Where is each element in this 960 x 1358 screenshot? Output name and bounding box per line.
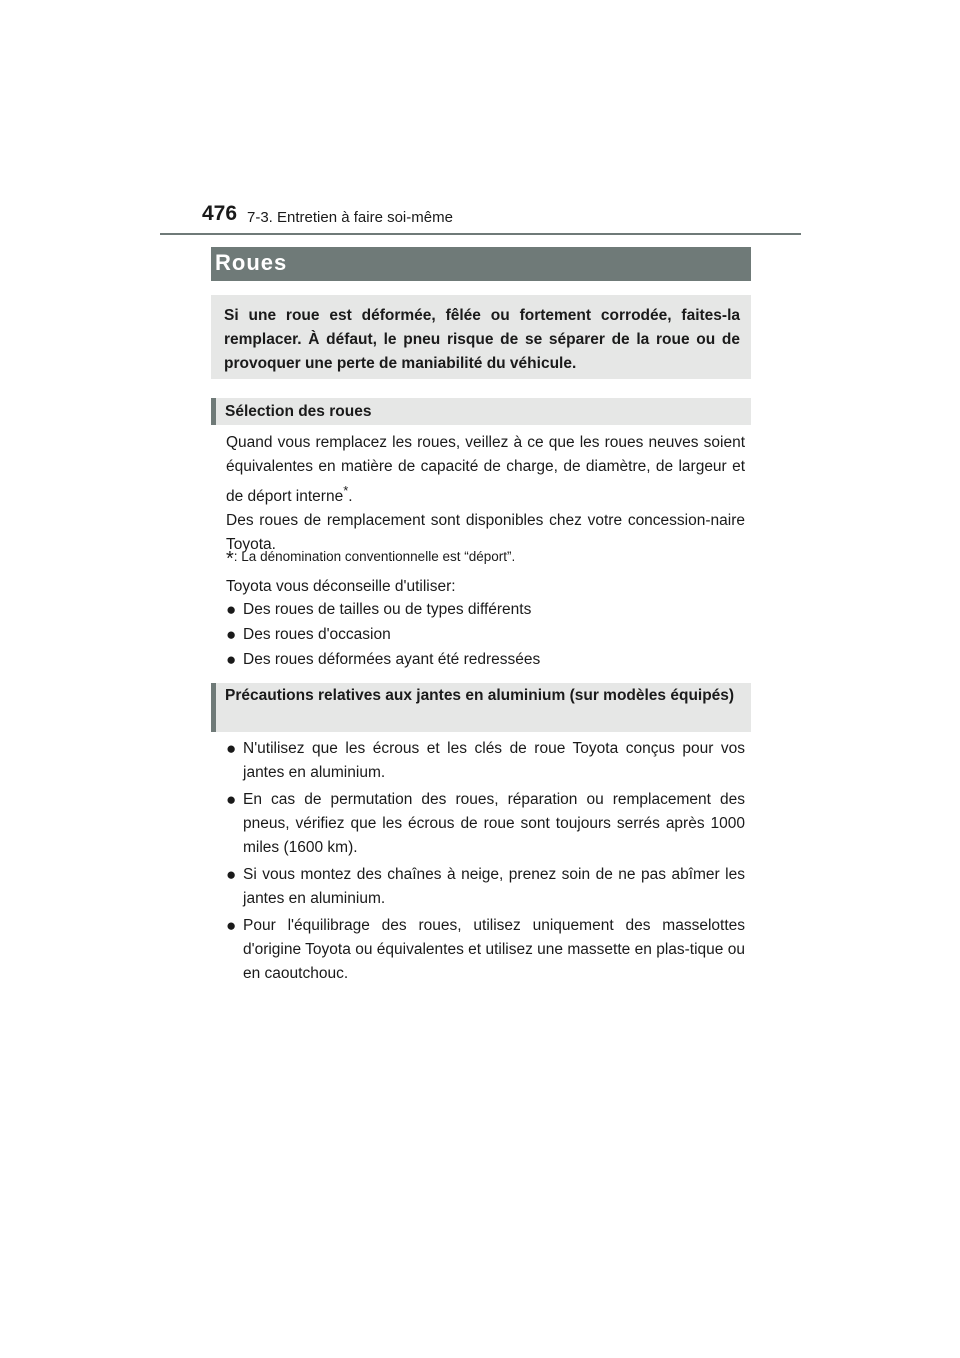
bullet-icon: ●	[226, 600, 237, 619]
section-title-bar	[211, 247, 751, 281]
list-item	[226, 863, 745, 911]
list-item	[226, 788, 745, 860]
list-item	[226, 737, 745, 785]
paragraph-line: Quand vous remplacez les roues, veillez à ce que les roues neuves soient équivalentes en matière de capacité de charge, de diamètre, de largeur et de déport interne	[226, 434, 745, 506]
section-heading-wheel-selection: Sélection des roues	[211, 398, 751, 425]
page-number: 476	[202, 202, 238, 225]
list-item-text: Des roues de tailles ou de types différents	[243, 601, 532, 618]
paragraph-text: Des roues de remplacement sont disponibles chez votre concession-naire Toyota.	[226, 512, 745, 554]
intro-text: Si une roue est déformée, fêlée ou fortement corrodée, faites-la remplacer. À défaut, le pneu risque de se séparer de la roue ou de provoquer une perte de maniabilité du véhicule.	[224, 307, 740, 372]
header-divider	[160, 233, 801, 235]
bullet-icon: ●	[226, 650, 237, 669]
list-item-text: En cas de permutation des roues, réparation ou remplacement des pneus, vérifiez que les écrous de roue sont toujours serrés après 1000 miles (1600 km).	[243, 791, 745, 856]
intro-box	[211, 295, 751, 379]
footnote-marker: *	[343, 483, 349, 498]
wheel-selection-paragraph	[226, 431, 745, 557]
paragraph-text	[226, 431, 745, 509]
aluminium-wheels-bullet-list	[226, 737, 745, 989]
list-item-text: Des roues d'occasion	[243, 626, 391, 643]
list-item	[226, 598, 745, 622]
list-item-text: N'utilisez que les écrous et les clés de roue Toyota conçus pour vos jantes en aluminium.	[243, 740, 745, 781]
bullet-icon: ●	[226, 916, 237, 935]
footnote-star: *	[226, 548, 234, 570]
page-title: Roues	[215, 250, 288, 275]
list-item-text: Si vous montez des chaînes à neige, prenez soin de ne pas abîmer les jantes en aluminium.	[243, 866, 745, 907]
bullet-icon: ●	[226, 739, 237, 758]
list-item	[226, 914, 745, 986]
list-item-text: Des roues déformées ayant été redressées	[243, 651, 541, 668]
list-item	[226, 623, 745, 647]
bullet-icon: ●	[226, 865, 237, 884]
breadcrumb: 7-3. Entretien à faire soi-même	[247, 209, 453, 226]
paragraph-end: .	[348, 488, 353, 506]
bullet-icon: ●	[226, 790, 237, 809]
list-item	[226, 648, 745, 672]
footnote	[226, 545, 745, 571]
bullet-icon: ●	[226, 625, 237, 644]
list-item-text: Pour l'équilibrage des roues, utilisez uniquement des masselottes d'origine Toyota ou équivalentes et utilisez une massette en plas-tique ou en caoutchouc.	[243, 917, 745, 982]
advice-intro: Toyota vous déconseille d'utiliser:	[226, 578, 456, 595]
footnote-text: : La dénomination conventionnelle est “déport”.	[233, 549, 516, 564]
wheel-selection-bullet-list	[226, 598, 745, 673]
section-heading-aluminium-wheels: Précautions relatives aux jantes en aluminium (sur modèles équipés)	[211, 683, 751, 732]
